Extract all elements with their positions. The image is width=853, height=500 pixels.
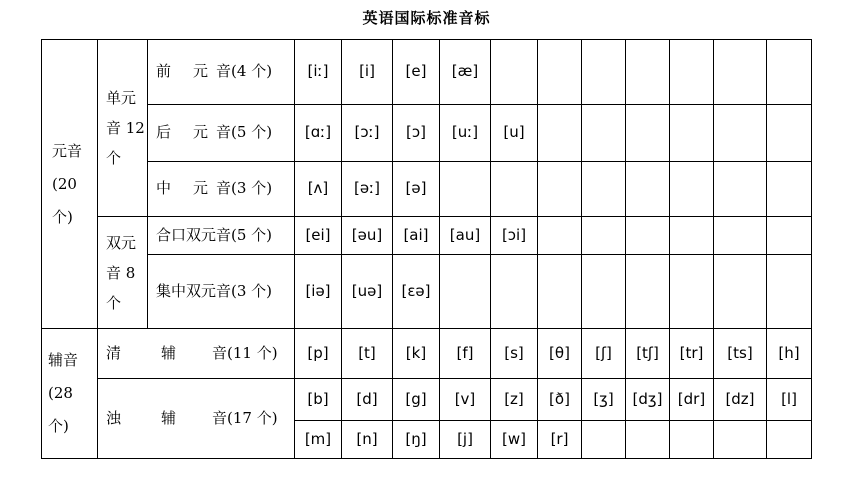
symbol-cell: [ʌ] <box>295 162 342 217</box>
empty-cell <box>440 255 491 329</box>
empty-cell <box>767 105 812 162</box>
symbol-cell: [ʒ] <box>582 379 626 421</box>
consonant-label-line2: (28 <box>48 384 73 402</box>
label-part: 音(4 个) <box>216 62 273 81</box>
empty-cell <box>582 162 626 217</box>
empty-cell <box>714 105 767 162</box>
symbol-cell: [g] <box>393 379 440 421</box>
label-part: 音(5 个) <box>216 123 273 142</box>
symbol-cell: [b] <box>295 379 342 421</box>
symbol-cell: [i] <box>342 40 393 105</box>
label-part: 浊 <box>106 408 122 427</box>
row-label-voiced <box>98 379 295 459</box>
empty-cell <box>767 162 812 217</box>
label-part: 元 <box>193 179 209 198</box>
empty-cell <box>538 40 582 105</box>
diphthong-label-line3: 个 <box>106 293 122 312</box>
label-part: 后 <box>156 123 172 142</box>
label-part: 元 <box>193 62 209 81</box>
symbol-cell: [əː] <box>342 162 393 217</box>
empty-cell <box>626 40 670 105</box>
empty-cell <box>582 217 626 255</box>
symbol-cell: [æ] <box>440 40 491 105</box>
symbol-cell: [iə] <box>295 255 342 329</box>
empty-cell <box>626 255 670 329</box>
empty-cell <box>538 255 582 329</box>
symbol-cell: [ɔː] <box>342 105 393 162</box>
symbol-cell: [n] <box>342 421 393 459</box>
symbol-cell: [u] <box>491 105 538 162</box>
row-centring-diphthongs <box>42 255 812 329</box>
empty-cell <box>670 421 714 459</box>
empty-cell <box>491 255 538 329</box>
symbol-cell: [ɛə] <box>393 255 440 329</box>
symbol-cell: [dʒ] <box>626 379 670 421</box>
monophthong-label-line2: 音 12 <box>106 119 145 137</box>
symbol-cell: [dr] <box>670 379 714 421</box>
symbol-cell: [v] <box>440 379 491 421</box>
empty-cell <box>582 421 626 459</box>
row-label-closing-diphthongs: 合口双元音(5 个) <box>148 217 295 255</box>
row-label-central-vowels <box>148 162 295 217</box>
label-part: 中 <box>156 179 172 198</box>
consonant-label-line1: 辅音 <box>48 351 79 369</box>
symbol-cell: [ɑː] <box>295 105 342 162</box>
symbol-cell: [t] <box>342 329 393 379</box>
row-label-front-vowels <box>148 40 295 105</box>
label-part: 前 <box>156 62 172 81</box>
row-closing-diphthongs <box>42 217 812 255</box>
page-title: 英语国际标准音标 <box>362 9 491 27</box>
symbol-cell: [uː] <box>440 105 491 162</box>
consonant-label-line3: 个) <box>48 417 69 435</box>
row-central-vowels <box>42 162 812 217</box>
label-part: 音(3 个) <box>216 179 273 198</box>
row-back-vowels <box>42 105 812 162</box>
empty-cell <box>626 421 670 459</box>
symbol-cell: [r] <box>538 421 582 459</box>
symbol-cell: [s] <box>491 329 538 379</box>
row-voiced-consonants-1 <box>42 379 812 421</box>
symbol-cell: [z] <box>491 379 538 421</box>
row-voiceless-consonants <box>42 329 812 379</box>
empty-cell <box>714 217 767 255</box>
symbol-cell: [ð] <box>538 379 582 421</box>
symbol-cell: [tr] <box>670 329 714 379</box>
empty-cell <box>582 255 626 329</box>
empty-cell <box>767 40 812 105</box>
vowel-label-line1: 元音 <box>52 141 83 160</box>
empty-cell <box>626 217 670 255</box>
symbol-cell: [uə] <box>342 255 393 329</box>
label-part: 清 <box>106 343 122 362</box>
label-part: 元 <box>193 123 209 142</box>
row-label-centring-diphthongs: 集中双元音(3 个) <box>148 255 295 329</box>
diphthong-label <box>98 217 148 329</box>
diphthong-label-line2: 音 8 <box>106 263 136 282</box>
empty-cell <box>714 40 767 105</box>
symbol-cell: [ai] <box>393 217 440 255</box>
symbol-cell: [j] <box>440 421 491 459</box>
consonant-group-label <box>42 329 98 459</box>
vowel-group-label <box>42 40 98 329</box>
symbol-cell: [iː] <box>295 40 342 105</box>
symbol-cell: [ŋ] <box>393 421 440 459</box>
monophthong-label-line1: 单元 <box>106 89 137 107</box>
symbol-cell: [əu] <box>342 217 393 255</box>
empty-cell <box>714 421 767 459</box>
symbol-cell: [e] <box>393 40 440 105</box>
monophthong-label <box>98 40 148 217</box>
symbol-cell: [f] <box>440 329 491 379</box>
label-part: 音(17 个) <box>212 408 278 427</box>
empty-cell <box>670 255 714 329</box>
symbol-cell: [ts] <box>714 329 767 379</box>
symbol-cell: [w] <box>491 421 538 459</box>
empty-cell <box>626 105 670 162</box>
empty-cell <box>626 162 670 217</box>
empty-cell <box>440 162 491 217</box>
empty-cell <box>670 105 714 162</box>
symbol-cell: [au] <box>440 217 491 255</box>
empty-cell <box>538 105 582 162</box>
empty-cell <box>582 105 626 162</box>
label-part: 音(11 个) <box>212 343 278 362</box>
empty-cell <box>491 40 538 105</box>
row-front-vowels <box>42 40 812 105</box>
ipa-table <box>41 39 812 459</box>
empty-cell <box>714 255 767 329</box>
symbol-cell: [l] <box>767 379 812 421</box>
empty-cell <box>670 40 714 105</box>
empty-cell <box>538 162 582 217</box>
symbol-cell: [ɔi] <box>491 217 538 255</box>
symbol-cell: [tʃ] <box>626 329 670 379</box>
empty-cell <box>582 40 626 105</box>
empty-cell <box>670 162 714 217</box>
empty-cell <box>491 162 538 217</box>
vowel-label-line2: (20 <box>52 174 77 193</box>
symbol-cell: [m] <box>295 421 342 459</box>
monophthong-label-line3: 个 <box>106 149 122 167</box>
symbol-cell: [h] <box>767 329 812 379</box>
symbol-cell: [ei] <box>295 217 342 255</box>
symbol-cell: [k] <box>393 329 440 379</box>
symbol-cell: [ə] <box>393 162 440 217</box>
vowel-label-line3: 个) <box>52 207 73 226</box>
empty-cell <box>767 217 812 255</box>
label-part: 辅 <box>161 408 177 427</box>
symbol-cell: [p] <box>295 329 342 379</box>
empty-cell <box>670 217 714 255</box>
empty-cell <box>714 162 767 217</box>
label-part: 辅 <box>161 343 177 362</box>
empty-cell <box>538 217 582 255</box>
symbol-cell: [ʃ] <box>582 329 626 379</box>
empty-cell <box>767 255 812 329</box>
row-label-back-vowels <box>148 105 295 162</box>
symbol-cell: [d] <box>342 379 393 421</box>
empty-cell <box>767 421 812 459</box>
diphthong-label-line1: 双元 <box>106 233 137 252</box>
symbol-cell: [dz] <box>714 379 767 421</box>
symbol-cell: [ɔ] <box>393 105 440 162</box>
symbol-cell: [θ] <box>538 329 582 379</box>
row-label-voiceless <box>98 329 295 379</box>
